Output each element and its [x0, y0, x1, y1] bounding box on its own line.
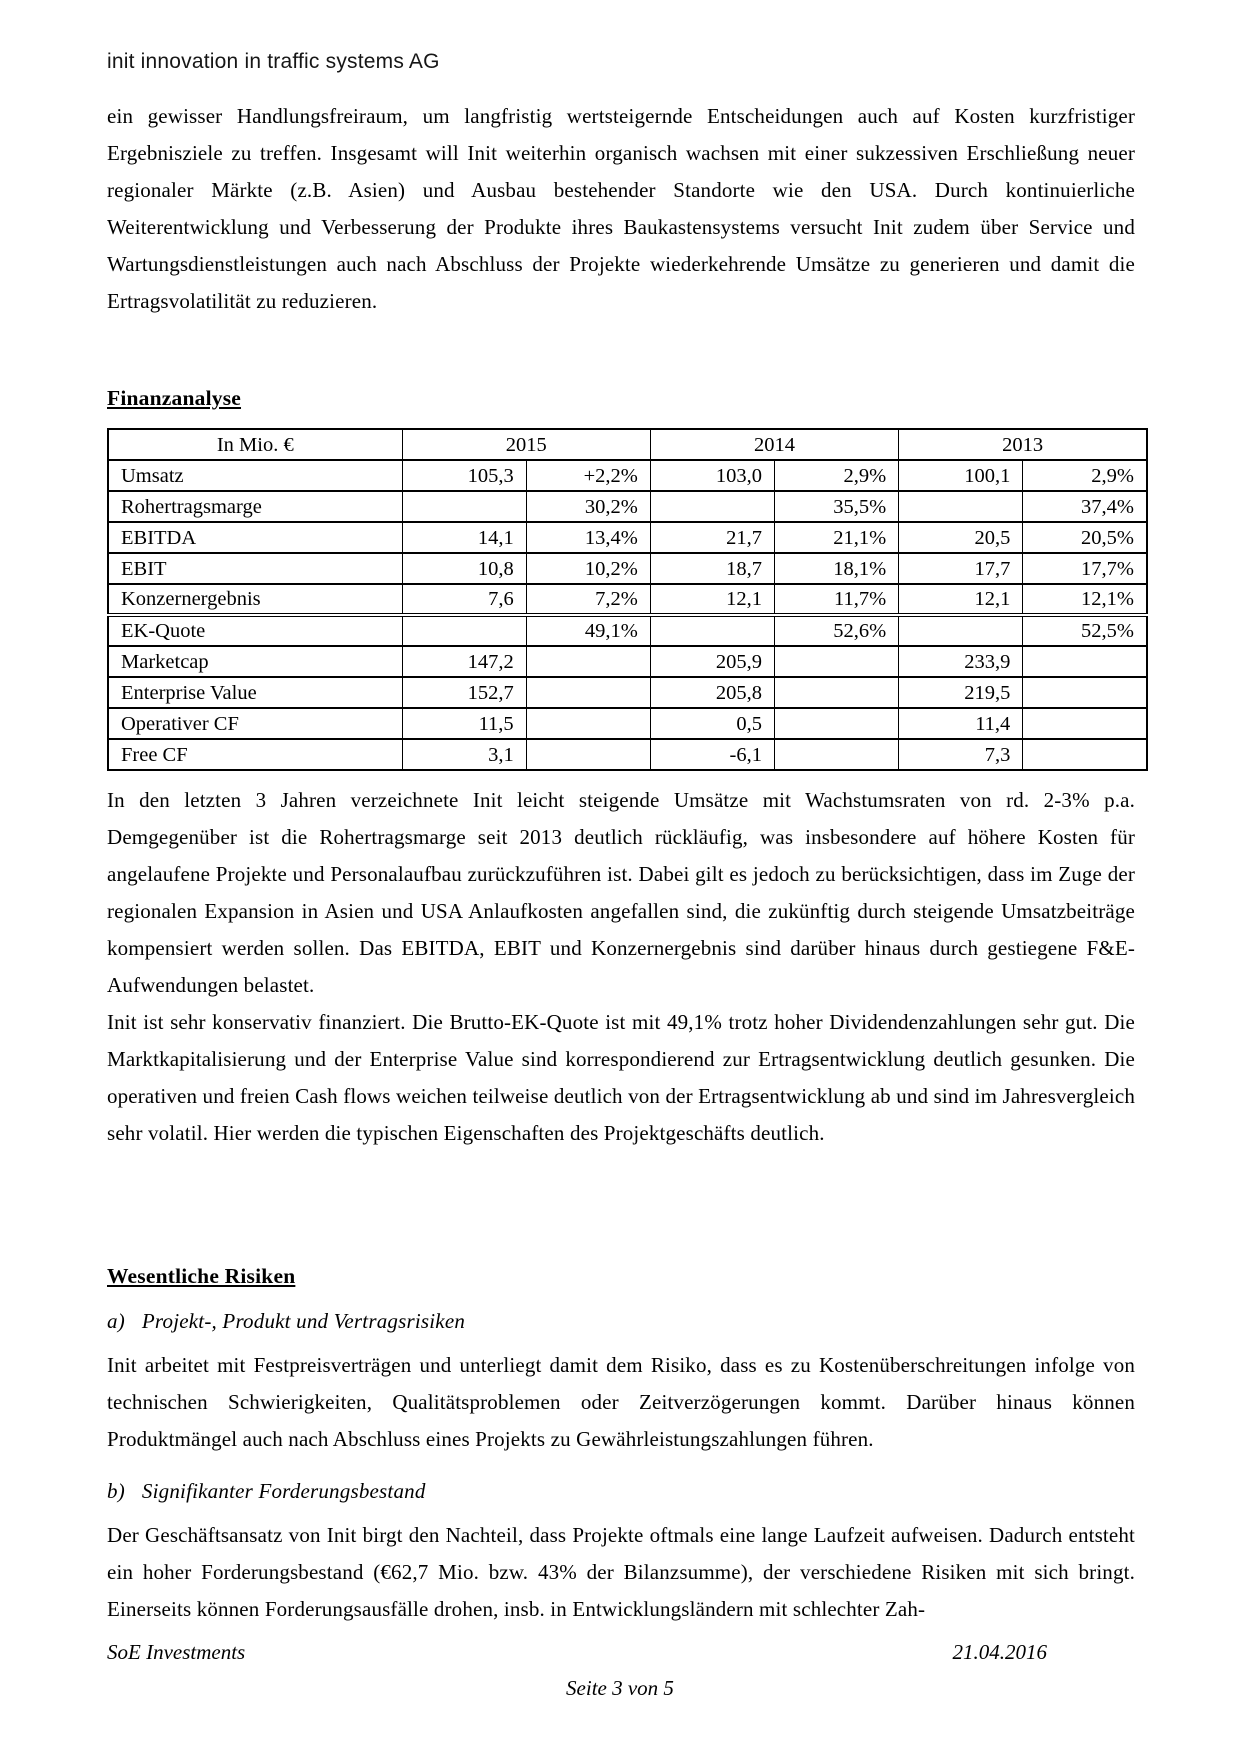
table-row-label: Umsatz: [108, 460, 402, 491]
intro-paragraph: ein gewisser Handlungsfreiraum, um langfristig wertsteigernde Entscheidungen auch auf Kosten kurzfristiger Ergebnisziele zu treffen. Insgesamt will Init weiterhin organisch wachsen mit einer sukzessiven Erschließung neuer regionaler Märkte (z.B. Asien) und Ausbau bestehender Standorte wie den USA. Durch kontinuierliche Weiterentwicklung und Verbesserung der Produkte ihres Baukastensystems versucht Init zudem über Service und Wartungsdienstleistungen auch nach Abschluss der Projekte wiederkehrende Umsätze zu generieren und damit die Ertragsvolatilität zu reduzieren.: [107, 104, 1135, 313]
table-value-cell: 152,7: [402, 677, 526, 708]
table-value-cell: [775, 677, 899, 708]
table-value-cell: [650, 491, 774, 522]
table-value-cell: [526, 739, 650, 770]
table-value-cell: [402, 615, 526, 646]
table-value-cell: [1023, 646, 1147, 677]
table-value-cell: [1023, 677, 1147, 708]
table-value-cell: 21,7: [650, 522, 774, 553]
table-value-cell: [775, 739, 899, 770]
table-value-cell: 105,3: [402, 460, 526, 491]
table-row-label: Operativer CF: [108, 708, 402, 739]
table-value-cell: 49,1%: [526, 615, 650, 646]
table-value-cell: 13,4%: [526, 522, 650, 553]
table-value-cell: [650, 615, 774, 646]
table-value-cell: 35,5%: [775, 491, 899, 522]
table-value-cell: [1023, 708, 1147, 739]
table-value-cell: 11,7%: [775, 584, 899, 615]
table-row-label: Konzernergebnis: [108, 584, 402, 615]
table-row-label: EBITDA: [108, 522, 402, 553]
table-header-row: [108, 429, 1147, 460]
table-value-cell: 233,9: [899, 646, 1023, 677]
table-value-cell: 0,5: [650, 708, 774, 739]
risiken-heading: Wesentliche Risiken: [107, 1264, 296, 1288]
table-row-label: Free CF: [108, 739, 402, 770]
footer-page-number: Seite 3 von 5: [566, 1676, 674, 1700]
table-value-cell: 147,2: [402, 646, 526, 677]
table-value-cell: 7,2%: [526, 584, 650, 615]
table-value-cell: 12,1: [899, 584, 1023, 615]
financial-table-body: [108, 460, 1147, 770]
table-value-cell: 20,5%: [1023, 522, 1147, 553]
table-value-cell: 30,2%: [526, 491, 650, 522]
table-unit-header: In Mio. €: [108, 429, 402, 460]
table-value-cell: 20,5: [899, 522, 1023, 553]
table-value-cell: 52,5%: [1023, 615, 1147, 646]
table-row: [108, 646, 1147, 677]
risk-section-b-body: Der Geschäftsansatz von Init birgt den Nachteil, dass Projekte oftmals eine lange Laufzeit aufweisen. Dadurch entsteht ein hoher Forderungsbestand (€62,7 Mio. bzw. 43% der Bilanzsumme), der verschiedene Risiken mit sich bringt. Einerseits können Forderungsausfälle drohen, insb. in Entwicklungsländern mit schlechter Zah-: [107, 1523, 1135, 1621]
table-value-cell: 10,8: [402, 553, 526, 584]
table-value-cell: 18,7: [650, 553, 774, 584]
table-value-cell: 7,6: [402, 584, 526, 615]
table-value-cell: [526, 646, 650, 677]
table-row-label: EBIT: [108, 553, 402, 584]
analysis-paragraph-1: In den letzten 3 Jahren verzeichnete Init leicht steigende Umsätze mit Wachstumsraten von rd. 2-3% p.a. Demgegenüber ist die Rohertragsmarge seit 2013 deutlich rückläufig, was insbesondere auf höhere Kosten für angelaufene Projekte und Personalaufbau zurückzuführen ist. Dabei gilt es jedoch zu berücksichtigen, dass im Zuge der regionalen Expansion in Asien und USA Anlaufkosten angefallen sind, die zukünftig durch steigende Umsatzbeiträge kompensiert werden sollen. Das EBITDA, EBIT und Konzernergebnis sind darüber hinaus durch gestiegene F&E-Aufwendungen belastet.: [107, 788, 1135, 997]
table-value-cell: [402, 491, 526, 522]
table-value-cell: 219,5: [899, 677, 1023, 708]
table-row: [108, 491, 1147, 522]
table-row: [108, 708, 1147, 739]
risk-section-a-title: [107, 1309, 1135, 1334]
table-value-cell: [899, 491, 1023, 522]
table-row: [108, 522, 1147, 553]
table-value-cell: 11,5: [402, 708, 526, 739]
table-value-cell: +2,2%: [526, 460, 650, 491]
table-year-header-2013: 2013: [899, 429, 1147, 460]
table-value-cell: 17,7: [899, 553, 1023, 584]
table-row: [108, 615, 1147, 646]
table-value-cell: [775, 708, 899, 739]
risk-section-b-title: [107, 1479, 1135, 1504]
table-row: [108, 460, 1147, 491]
table-row: [108, 677, 1147, 708]
table-value-cell: 18,1%: [775, 553, 899, 584]
page-header-title: init innovation in traffic systems AG: [107, 50, 440, 73]
table-value-cell: 52,6%: [775, 615, 899, 646]
table-value-cell: 2,9%: [775, 460, 899, 491]
table-year-header-2014: 2014: [650, 429, 898, 460]
table-value-cell: [775, 646, 899, 677]
table-row-label: Enterprise Value: [108, 677, 402, 708]
table-row-label: Rohertragsmarge: [108, 491, 402, 522]
table-value-cell: 10,2%: [526, 553, 650, 584]
footer-date: 21.04.2016: [952, 1640, 1047, 1664]
financial-table: [107, 428, 1148, 771]
table-value-cell: [526, 677, 650, 708]
table-value-cell: 103,0: [650, 460, 774, 491]
table-value-cell: -6,1: [650, 739, 774, 770]
table-row-label: EK-Quote: [108, 615, 402, 646]
finanzanalyse-heading: Finanzanalyse: [107, 386, 242, 410]
table-value-cell: 7,3: [899, 739, 1023, 770]
analysis-paragraph-2: Init ist sehr konservativ finanziert. Die Brutto-EK-Quote ist mit 49,1% trotz hoher Dividendenzahlungen sehr gut. Die Marktkapitalisierung und der Enterprise Value sind korrespondierend zur Ertragsentwicklung deutlich gesunken. Die operativen und freien Cash flows weichen teilweise deutlich von der Ertragsentwicklung ab und sind im Jahresvergleich sehr volatil. Hier werden die typischen Eigenschaften des Projektgeschäfts deutlich.: [107, 1010, 1135, 1145]
risk-section-a-body: Init arbeitet mit Festpreisverträgen und unterliegt damit dem Risiko, dass es zu Kostenüberschreitungen infolge von technischen Schwierigkeiten, Qualitätsproblemen oder Zeitverzögerungen kommt. Darüber hinaus können Produktmängel auch nach Abschluss eines Projekts zu Gewährleistungszahlungen führen.: [107, 1353, 1135, 1451]
table-value-cell: [1023, 739, 1147, 770]
table-value-cell: 205,9: [650, 646, 774, 677]
risk-section-b-title-text: Signifikanter Forderungsbestand: [141, 1479, 426, 1503]
table-row: [108, 739, 1147, 770]
table-value-cell: 17,7%: [1023, 553, 1147, 584]
table-value-cell: 21,1%: [775, 522, 899, 553]
table-value-cell: 3,1: [402, 739, 526, 770]
table-value-cell: 14,1: [402, 522, 526, 553]
table-value-cell: 12,1%: [1023, 584, 1147, 615]
table-row-label: Marketcap: [108, 646, 402, 677]
risk-section-a-marker: a): [107, 1309, 125, 1333]
table-row: [108, 584, 1147, 615]
risk-section-a-title-text: Projekt-, Produkt und Vertragsrisiken: [141, 1309, 466, 1333]
table-value-cell: [899, 615, 1023, 646]
table-row: [108, 553, 1147, 584]
page-footer: [107, 1638, 1135, 1666]
table-value-cell: [526, 708, 650, 739]
table-value-cell: 12,1: [650, 584, 774, 615]
table-year-header-2015: 2015: [402, 429, 650, 460]
table-value-cell: 2,9%: [1023, 460, 1147, 491]
risk-section-b-marker: b): [107, 1479, 125, 1503]
table-value-cell: 37,4%: [1023, 491, 1147, 522]
table-value-cell: 205,8: [650, 677, 774, 708]
table-value-cell: 100,1: [899, 460, 1023, 491]
table-value-cell: 11,4: [899, 708, 1023, 739]
footer-company: SoE Investments: [107, 1640, 246, 1664]
